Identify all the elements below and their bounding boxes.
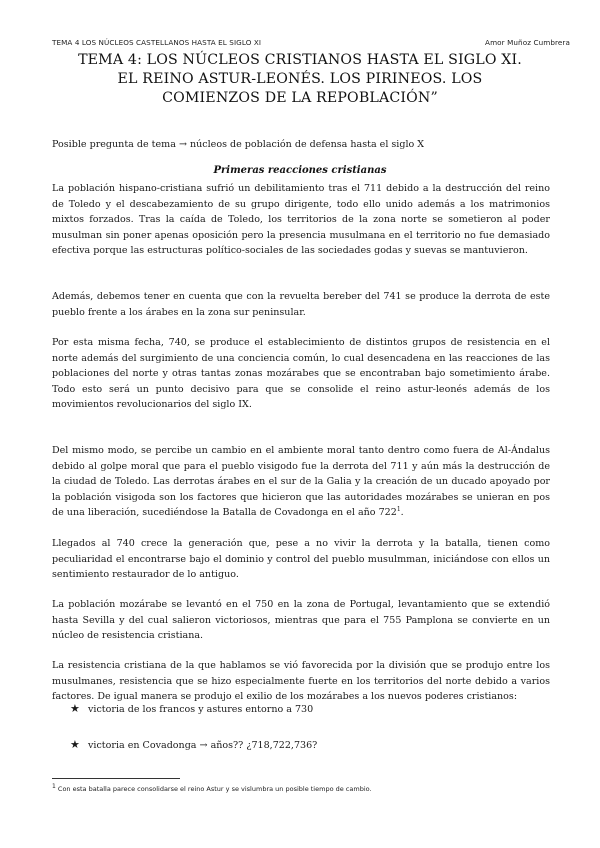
page-title bbox=[40, 51, 560, 109]
list-item-text: victoria de los francos y astures entorno a 730 bbox=[88, 704, 314, 715]
header-course-title: TEMA 4 LOS NÚCLEOS CASTELLANOS HASTA EL SIGLO XI bbox=[52, 38, 262, 47]
footnote-reference[interactable]: 1 bbox=[396, 506, 401, 514]
exam-question-note bbox=[52, 137, 550, 153]
header-author: Amor Muñoz Cumbrera bbox=[485, 38, 570, 47]
footnote bbox=[52, 782, 560, 793]
paragraph-2 bbox=[52, 289, 550, 320]
paragraph-text: La población hispano-cristiana sufrió un debilitamiento tras el 711 debido a la destrucción del reino de Toledo y el descabezamiento de su grupo dirigente, todo ello unido además a los matrimonios mixtos forzados. Tras la caída de Toledo, los territorios de la zona norte se sometieron al poder musulman sin poner apenas oposición pero la presencia musulmana en el territorio no fue demasiado efectiva porque las estructuras político-sociales de las sociedades godas y suevas se mantuvieron. bbox=[52, 183, 550, 257]
footnote-divider bbox=[52, 778, 180, 779]
paragraph-text bbox=[52, 443, 550, 521]
footnote-text: Con esta batalla parece consolidarse el reino Astur y se vislumbra un posible tiempo de cambio. bbox=[57, 785, 372, 793]
paragraph-7 bbox=[52, 658, 550, 705]
list-item-text: victoria en Covadonga → años?? ¿718,722,736? bbox=[88, 740, 318, 751]
list-item bbox=[70, 702, 313, 715]
title-line-2: EL REINO ASTUR-LEONÉS. LOS PIRINEOS. LOS bbox=[117, 71, 483, 88]
paragraph-text: Llegados al 740 crece la generación que, pese a no vivir la derrota y la batalla, tienen como peculiaridad el encontrarse bajo el dominio y control del pueblo musulmman, iniciándose con ellos un sentimiento restaurador de lo antiguo. bbox=[52, 538, 550, 581]
paragraph-3 bbox=[52, 335, 550, 413]
paragraph-text-end: . bbox=[400, 507, 404, 519]
star-icon: ★ bbox=[70, 702, 80, 715]
paragraph-text-main: Del mismo modo, se percibe un cambio en el ambiente moral tanto dentro como fuera de Al-Ándalus debido al golpe moral que para el pueblo visigodo fue la derrota del 711 y aún más la destrucción de la ciudad de Toledo. Las derrotas árabes en el sur de la Galia y la creación de un ducado apoyado por la población visigoda son los factores que hicieron que las autoridades mozárabes se unieran en pos de una liberación, sucediéndose la Batalla de Covadonga en el año 722 bbox=[52, 445, 550, 519]
paragraph-5 bbox=[52, 536, 550, 583]
section-heading: Primeras reacciones cristianas bbox=[213, 165, 387, 176]
footnote-marker: 1 bbox=[52, 782, 56, 790]
paragraph-4 bbox=[52, 443, 550, 521]
list-item bbox=[70, 738, 317, 751]
paragraph-text: La resistencia cristiana de la que hablamos se vió favorecida por la división que se produjo entre los musulmanes, resistencia que se hizo especialmente fuerte en los territorios del norte debido a varios factores. De igual manera se produjo el exilio de los mozárabes a los nuevos poderes cristianos: bbox=[52, 660, 550, 703]
running-header bbox=[52, 38, 570, 47]
question-text: Posible pregunta de tema → núcleos de población de defensa hasta el siglo X bbox=[52, 139, 425, 150]
title-line-3: COMIENZOS DE LA REPOBLACIÓN” bbox=[162, 90, 438, 107]
title-line-1: TEMA 4: LOS NÚCLEOS CRISTIANOS HASTA EL SIGLO XI. bbox=[78, 52, 522, 68]
paragraph-1 bbox=[52, 181, 550, 259]
paragraph-text: Por esta misma fecha, 740, se produce el establecimiento de distintos grupos de resistencia en el norte además del surgimiento de una conciencia común, lo cual desencadena en las reacciones de las poblaciones del norte y otras tantas zonas mozárabes que se encontraban bajo sometimiento árabe. Todo esto será un punto decisivo para que se consolide el reino astur-leonés además de los movimientos revolucionarios del siglo IX. bbox=[52, 337, 550, 411]
paragraph-text: La población mozárabe se levantó en el 750 en la zona de Portugal, levantamiento que se extendió hasta Sevilla y del cual salieron victoriosos, mientras que para el 755 Pamplona se convierte en un núcleo de resistencia cristiana. bbox=[52, 599, 550, 642]
paragraph-text: Además, debemos tener en cuenta que con la revuelta bereber del 741 se produce la derrota de este pueblo frente a los árabes en la zona sur peninsular. bbox=[52, 291, 550, 318]
star-icon: ★ bbox=[70, 738, 80, 751]
paragraph-6 bbox=[52, 597, 550, 644]
